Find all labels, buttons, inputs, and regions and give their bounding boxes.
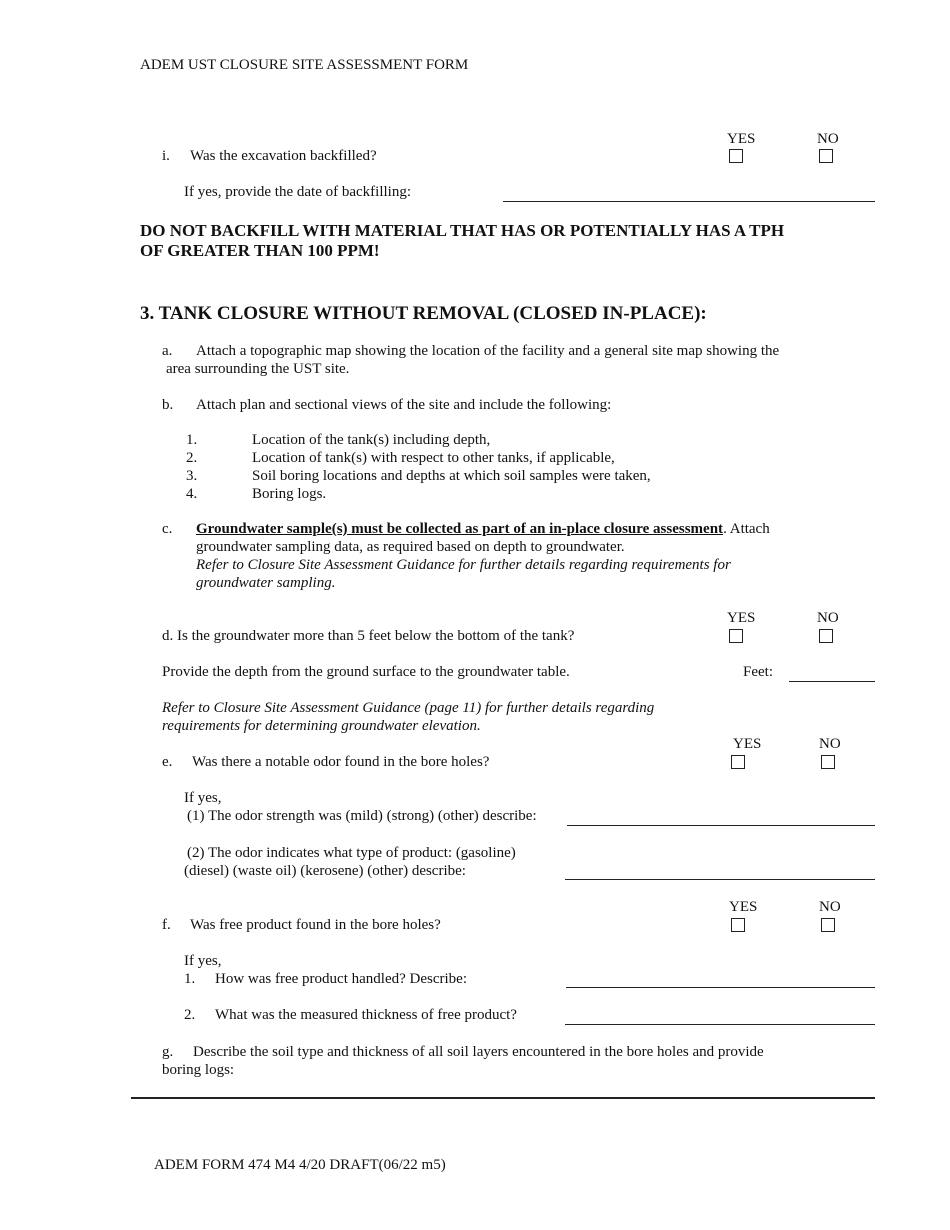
item-a-marker: a. — [162, 343, 173, 359]
item-f-q1-number: 1. — [184, 971, 196, 987]
item-d-guidance-2: requirements for determining groundwater elevation. — [162, 718, 481, 734]
odor-yes-checkbox[interactable] — [731, 755, 745, 769]
backfill-date-label: If yes, provide the date of backfilling: — [184, 184, 412, 200]
section-3-title: 3. TANK CLOSURE WITHOUT REMOVAL (CLOSED IN-PLACE): — [140, 303, 707, 324]
no-label: NO — [817, 610, 839, 626]
free-product-yes-checkbox[interactable] — [731, 918, 745, 932]
free-product-handling-label: How was free product handled? Describe: — [215, 971, 467, 987]
item-f-if-yes: If yes, — [184, 953, 222, 969]
groundwater-yes-checkbox[interactable] — [729, 629, 743, 643]
item-f-question: Was free product found in the bore holes? — [190, 917, 441, 933]
item-e-if-yes: If yes, — [184, 790, 222, 806]
no-label: NO — [817, 131, 839, 147]
list-item-text: Location of tank(s) with respect to other tanks, if applicable, — [252, 450, 615, 466]
item-c-marker: c. — [162, 521, 173, 537]
item-c-guidance-2: groundwater sampling. — [196, 575, 336, 591]
item-e-question: Was there a notable odor found in the bore holes? — [192, 754, 490, 770]
backfill-date-field[interactable] — [503, 201, 875, 202]
warning-line-1: DO NOT BACKFILL WITH MATERIAL THAT HAS OR POTENTIALLY HAS A TPH — [140, 221, 785, 240]
groundwater-depth-field[interactable] — [789, 681, 875, 682]
yes-label: YES — [729, 899, 758, 915]
item-e-marker: e. — [162, 754, 173, 770]
list-item-text: Soil boring locations and depths at which soil samples were taken, — [252, 468, 651, 484]
free-product-handling-field[interactable] — [566, 987, 875, 988]
item-a-line-2: area surrounding the UST site. — [166, 361, 350, 377]
groundwater-requirement: Groundwater sample(s) must be collected as part of an in-place closure assessment — [196, 521, 724, 537]
item-f-marker: f. — [162, 917, 171, 933]
item-d-guidance-1: Refer to Closure Site Assessment Guidance (page 11) for further details regarding — [162, 700, 655, 716]
item-c-guidance-1: Refer to Closure Site Assessment Guidance for further details regarding requirements for — [196, 557, 731, 573]
yes-label: YES — [727, 610, 756, 626]
item-c-line-2: groundwater sampling data, as required based on depth to groundwater. — [196, 539, 625, 555]
item-i-marker: i. — [162, 148, 170, 164]
form-footer: ADEM FORM 474 M4 4/20 DRAFT(06/22 m5) — [154, 1157, 446, 1173]
free-product-thickness-label: What was the measured thickness of free product? — [215, 1007, 517, 1023]
item-a-line-1: Attach a topographic map showing the location of the facility and a general site map showing the — [196, 343, 780, 359]
no-label: NO — [819, 899, 841, 915]
yes-label: YES — [727, 131, 756, 147]
backfilled-no-checkbox[interactable] — [819, 149, 833, 163]
item-i-question: Was the excavation backfilled? — [190, 148, 377, 164]
feet-label: Feet: — [743, 664, 773, 680]
odor-strength-field[interactable] — [567, 825, 875, 826]
item-d-question: d. Is the groundwater more than 5 feet below the bottom of the tank? — [162, 628, 575, 644]
list-item-number: 3. — [186, 468, 198, 484]
item-f-q2-number: 2. — [184, 1007, 196, 1023]
groundwater-depth-prompt: Provide the depth from the ground surface to the groundwater table. — [162, 664, 570, 680]
item-c-line-1 — [196, 520, 770, 538]
backfilled-yes-checkbox[interactable] — [729, 149, 743, 163]
odor-product-label-1: (2) The odor indicates what type of product: (gasoline) — [187, 845, 516, 861]
item-b-marker: b. — [162, 397, 174, 413]
soil-description-divider — [131, 1097, 875, 1099]
free-product-no-checkbox[interactable] — [821, 918, 835, 932]
item-g-marker: g. — [162, 1044, 174, 1060]
list-item-number: 4. — [186, 486, 198, 502]
list-item-text: Location of the tank(s) including depth, — [252, 432, 491, 448]
list-item-number: 2. — [186, 450, 198, 466]
no-label: NO — [819, 736, 841, 752]
groundwater-no-checkbox[interactable] — [819, 629, 833, 643]
odor-product-field[interactable] — [565, 879, 875, 880]
yes-label: YES — [733, 736, 762, 752]
item-c-attach: . Attach — [723, 521, 770, 537]
list-item-number: 1. — [186, 432, 198, 448]
odor-product-label-2: (diesel) (waste oil) (kerosene) (other) describe: — [184, 863, 466, 879]
odor-strength-label: (1) The odor strength was (mild) (strong) (other) describe: — [187, 808, 537, 824]
odor-no-checkbox[interactable] — [821, 755, 835, 769]
form-header-title: ADEM UST CLOSURE SITE ASSESSMENT FORM — [140, 57, 469, 73]
list-item-text: Boring logs. — [252, 486, 327, 502]
item-g-line-2: boring logs: — [162, 1062, 235, 1078]
item-b-text: Attach plan and sectional views of the site and include the following: — [196, 397, 612, 413]
free-product-thickness-field[interactable] — [565, 1024, 875, 1025]
item-g-line-1: Describe the soil type and thickness of all soil layers encountered in the bore holes and provide — [193, 1044, 764, 1060]
warning-line-2: OF GREATER THAN 100 PPM! — [140, 241, 380, 260]
